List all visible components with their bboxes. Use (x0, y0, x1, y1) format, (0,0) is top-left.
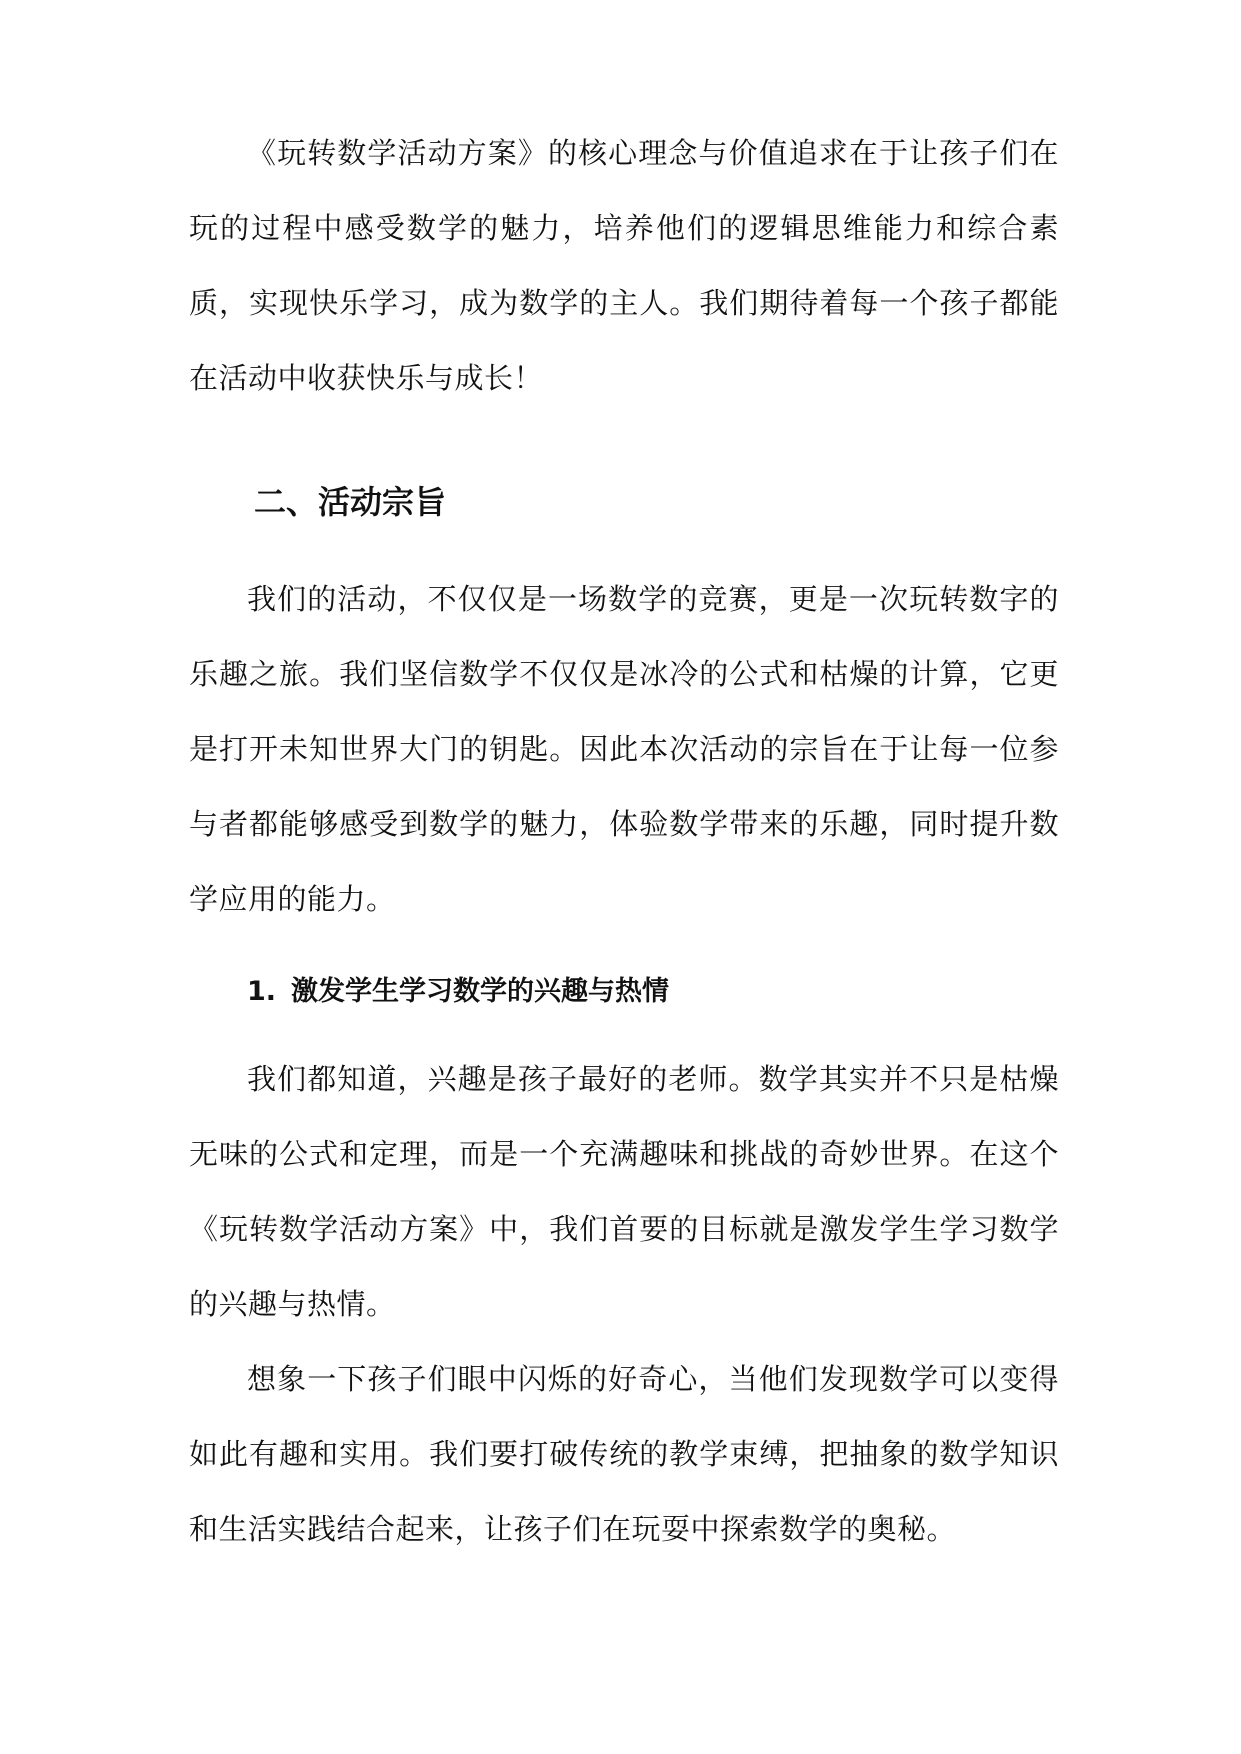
interest-paragraph-2: 想象一下孩子们眼中闪烁的好奇心，当他们发现数学可以变得如此有趣和实用。我们要打破传统的教学束缚，把抽象的数学知识和生活实践结合起来，让孩子们在玩耍中探索数学的奥秘。 (189, 1362, 1059, 1546)
subsection-number: 1. (247, 976, 277, 1007)
activity-purpose-paragraph: 我们的活动，不仅仅是一场数学的竞赛，更是一次玩转数字的乐趣之旅。我们坚信数学不仅仅是冰冷的公式和枯燥的计算，它更是打开未知世界大门的钥匙。因此本次活动的宗旨在于让每一位参与者都能够感受到数学的魅力，体验数学带来的乐趣，同时提升数学应用的能力。 (189, 582, 1059, 916)
intro-paragraph: 《玩转数学活动方案》的核心理念与价值追求在于让孩子们在玩的过程中感受数学的魅力，培养他们的逻辑思维能力和综合素质，实现快乐学习，成为数学的主人。我们期待着每一个孩子都能在活动中收获快乐与成长！ (189, 136, 1059, 395)
subsection-title: 激发学生学习数学的兴趣与热情 (291, 976, 669, 1007)
section-heading-activity-purpose: 二、活动宗旨 (254, 483, 447, 521)
subsection-heading-1 (247, 974, 669, 1010)
interest-paragraph-1: 我们都知道，兴趣是孩子最好的老师。数学其实并不只是枯燥无味的公式和定理，而是一个充满趣味和挑战的奇妙世界。在这个《玩转数学活动方案》中，我们首要的目标就是激发学生学习数学的兴趣与热情。 (189, 1062, 1059, 1321)
